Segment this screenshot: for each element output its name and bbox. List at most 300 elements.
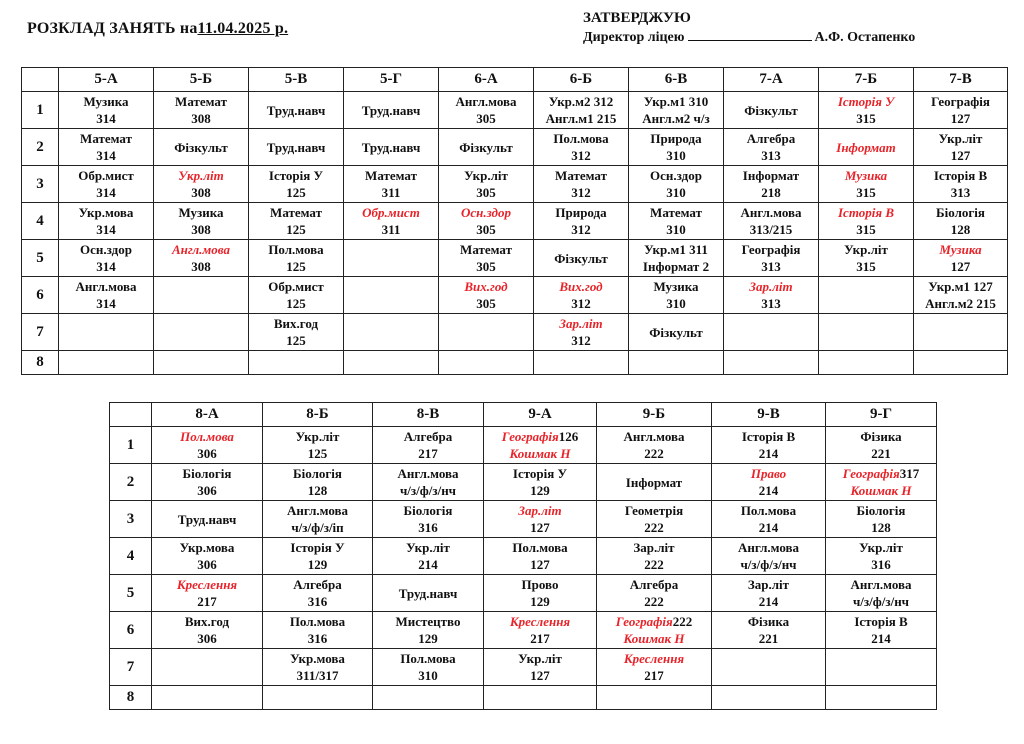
- lesson-cell: [724, 92, 819, 129]
- class-header: 7-А: [724, 68, 819, 92]
- lesson-text: 308: [191, 222, 211, 237]
- lesson-cell: [712, 612, 826, 649]
- class-header: 6-Б: [534, 68, 629, 92]
- lesson-cell: [373, 575, 484, 612]
- lesson-text: Алгебра: [746, 131, 796, 146]
- lesson-line: [712, 630, 825, 647]
- lesson-cell: [597, 686, 712, 710]
- lesson-row: [110, 427, 937, 464]
- lesson-line: [59, 221, 153, 238]
- lesson-line: [152, 465, 262, 482]
- lesson-number: 8: [110, 686, 152, 710]
- lesson-cell: [534, 240, 629, 277]
- corner-cell: [22, 68, 59, 92]
- lesson-text: 305: [476, 111, 496, 126]
- lesson-cell: [154, 92, 249, 129]
- lesson-line: [249, 184, 343, 201]
- lesson-text: Математ: [175, 94, 227, 109]
- lesson-line: [373, 445, 483, 462]
- lesson-cell: [534, 92, 629, 129]
- lesson-line: [597, 539, 711, 556]
- director-label: Директор ліцею: [583, 30, 685, 45]
- schedule-table-5-7: [21, 67, 1008, 375]
- lesson-cell: [629, 277, 724, 314]
- lesson-text: Труд.навч: [361, 139, 421, 155]
- lesson-line: [263, 428, 372, 445]
- lesson-text: 315: [856, 185, 876, 200]
- lesson-text: Алгебра: [629, 577, 679, 592]
- lesson-text: 316: [418, 520, 438, 535]
- lesson-line: [724, 102, 818, 119]
- lesson-text-highlighted: Креслення: [509, 614, 571, 629]
- lesson-cell: [152, 612, 263, 649]
- lesson-number: 8: [22, 351, 59, 375]
- lesson-text: 217: [418, 446, 438, 461]
- lesson-cell: [59, 351, 154, 375]
- lesson-line: [597, 667, 711, 684]
- lesson-text: 314: [96, 222, 116, 237]
- lesson-cell: [914, 203, 1008, 240]
- lesson-cell: [59, 92, 154, 129]
- schedule-date: 11.04.2025 р.: [197, 20, 289, 37]
- lesson-line: [59, 204, 153, 221]
- lesson-line: [263, 667, 372, 684]
- lesson-text-highlighted: Географія: [842, 466, 900, 481]
- lesson-text: 128: [871, 520, 891, 535]
- room-number: 222: [672, 614, 693, 629]
- lesson-text: 310: [666, 296, 686, 311]
- lesson-line: [597, 445, 711, 462]
- lesson-line: [819, 93, 913, 110]
- lesson-text: Англ.м2 ч/з: [642, 111, 710, 126]
- lesson-line: [249, 102, 343, 119]
- lesson-cell: [724, 314, 819, 351]
- class-header: 6-А: [439, 68, 534, 92]
- lesson-cell: [629, 240, 724, 277]
- lesson-cell: [724, 166, 819, 203]
- lesson-cell: [914, 92, 1008, 129]
- approval-block: [583, 8, 915, 48]
- lesson-line: [534, 184, 628, 201]
- lesson-text-highlighted: Пол.мова: [180, 429, 234, 444]
- lesson-line: [152, 511, 262, 528]
- lesson-line: [534, 93, 628, 110]
- lesson-cell: [826, 575, 937, 612]
- lesson-line: [373, 519, 483, 536]
- lesson-line: [534, 295, 628, 312]
- lesson-line: [263, 650, 372, 667]
- lesson-text: Мистецтво: [395, 614, 461, 629]
- lesson-cell: [826, 501, 937, 538]
- lesson-text: Труд.навч: [266, 102, 326, 118]
- lesson-text: Укр.м1 127: [928, 279, 993, 294]
- lesson-line: [439, 258, 533, 275]
- lesson-cell: [439, 129, 534, 166]
- title-prefix: РОЗКЛАД ЗАНЯТЬ на: [27, 20, 198, 37]
- lesson-line: [826, 593, 936, 610]
- lesson-cell: [373, 538, 484, 575]
- lesson-cell: [819, 240, 914, 277]
- lesson-text: Осн.здор: [80, 242, 132, 257]
- lesson-line: [914, 258, 1007, 275]
- lesson-text: 214: [418, 557, 438, 572]
- lesson-text: 315: [856, 111, 876, 126]
- lesson-line: [629, 324, 723, 341]
- lesson-text: 222: [644, 520, 664, 535]
- lesson-line: [152, 428, 262, 445]
- lesson-number: 2: [110, 464, 152, 501]
- lesson-text: 308: [191, 185, 211, 200]
- lesson-text: 313: [761, 259, 781, 274]
- lesson-number: 6: [110, 612, 152, 649]
- lesson-cell: [724, 203, 819, 240]
- lesson-text: Фізкульт: [554, 250, 608, 266]
- lesson-text: 312: [571, 148, 591, 163]
- lesson-text: Пол.мова: [553, 131, 609, 146]
- lesson-line: [629, 167, 723, 184]
- lesson-line: [724, 204, 818, 221]
- lesson-text: Інформат: [742, 168, 800, 183]
- lesson-text: Математ: [555, 168, 607, 183]
- lesson-line: [263, 445, 372, 462]
- lesson-cell: [914, 277, 1008, 314]
- lesson-text: Музика: [83, 94, 129, 109]
- lesson-text: Обр.мист: [78, 168, 134, 183]
- lesson-cell: [819, 277, 914, 314]
- lesson-cell: [249, 314, 344, 351]
- lesson-cell: [597, 464, 712, 501]
- lesson-cell: [249, 92, 344, 129]
- lesson-cell: [629, 92, 724, 129]
- lesson-text: 306: [197, 483, 217, 498]
- lesson-text: 306: [197, 557, 217, 572]
- lesson-cell: [484, 538, 597, 575]
- lesson-text-highlighted: Обр.мист: [362, 205, 420, 220]
- lesson-line: [597, 428, 711, 445]
- lesson-cell: [484, 649, 597, 686]
- lesson-text: 125: [286, 259, 306, 274]
- lesson-text: Труд.навч: [398, 585, 458, 601]
- lesson-line: [724, 167, 818, 184]
- lesson-line: [712, 539, 825, 556]
- lesson-line: [597, 576, 711, 593]
- lesson-text-highlighted: Осн.здор: [461, 205, 511, 220]
- class-header: 5-В: [249, 68, 344, 92]
- lesson-text: 305: [476, 185, 496, 200]
- lesson-line: [914, 184, 1007, 201]
- lesson-cell: [826, 427, 937, 464]
- lesson-cell: [344, 240, 439, 277]
- lesson-cell: [152, 649, 263, 686]
- lesson-cell: [914, 129, 1008, 166]
- lesson-line: [152, 613, 262, 630]
- lesson-line: [724, 147, 818, 164]
- lesson-text: Обр.мист: [268, 279, 324, 294]
- lesson-text: Укр.літ: [938, 131, 983, 146]
- lesson-line: [826, 428, 936, 445]
- lesson-text: 310: [418, 668, 438, 683]
- lesson-cell: [597, 538, 712, 575]
- lesson-line: [914, 221, 1007, 238]
- lesson-cell: [373, 464, 484, 501]
- lesson-line: [484, 539, 596, 556]
- lesson-text: 127: [950, 111, 971, 126]
- lesson-cell: [344, 277, 439, 314]
- lesson-text: Зар.літ: [633, 540, 675, 555]
- lesson-cell: [712, 575, 826, 612]
- lesson-text: 310: [666, 222, 686, 237]
- lesson-cell: [826, 538, 937, 575]
- lesson-cell: [154, 351, 249, 375]
- lesson-line: [249, 332, 343, 349]
- lesson-cell: [263, 575, 373, 612]
- lesson-text: 312: [571, 222, 591, 237]
- lesson-line: [263, 539, 372, 556]
- lesson-text: Укр.літ: [406, 540, 450, 555]
- lesson-line: [534, 315, 628, 332]
- lesson-line: [249, 278, 343, 295]
- schedule-title: [27, 20, 288, 38]
- lesson-line: [439, 139, 533, 156]
- lesson-line: [826, 556, 936, 573]
- lesson-cell: [712, 538, 826, 575]
- lesson-text: Труд.навч: [361, 102, 421, 118]
- class-header: 8-А: [152, 403, 263, 427]
- lesson-cell: [373, 427, 484, 464]
- lesson-line: [629, 258, 723, 275]
- lesson-line: [439, 221, 533, 238]
- lesson-text: 127: [950, 259, 971, 274]
- lesson-cell: [712, 686, 826, 710]
- lesson-cell: [597, 649, 712, 686]
- lesson-number: 7: [22, 314, 59, 351]
- lesson-cell: [249, 203, 344, 240]
- lesson-text: 222: [644, 557, 664, 572]
- lesson-cell: [724, 277, 819, 314]
- lesson-text: Пол.мова: [268, 242, 324, 257]
- lesson-cell: [597, 612, 712, 649]
- lesson-line: [712, 519, 825, 536]
- lesson-text: 314: [96, 296, 116, 311]
- lesson-line: [819, 184, 913, 201]
- lesson-row: [110, 464, 937, 501]
- lesson-cell: [724, 351, 819, 375]
- lesson-cell: [263, 538, 373, 575]
- lesson-cell: [263, 501, 373, 538]
- lesson-text: 221: [758, 631, 779, 646]
- lesson-text: 314: [96, 185, 116, 200]
- lesson-cell: [249, 129, 344, 166]
- lesson-cell: [439, 314, 534, 351]
- lesson-text: 313/215: [749, 222, 793, 237]
- lesson-line: [914, 147, 1007, 164]
- lesson-line: [154, 167, 248, 184]
- lesson-text: 127: [530, 557, 550, 572]
- lesson-text: 308: [191, 259, 211, 274]
- lesson-row: [22, 166, 1008, 203]
- lesson-line: [152, 445, 262, 462]
- lesson-text: Укр.літ: [859, 540, 903, 555]
- lesson-line: [826, 539, 936, 556]
- lesson-line: [373, 667, 483, 684]
- lesson-cell: [819, 314, 914, 351]
- lesson-cell: [439, 92, 534, 129]
- lesson-cell: [373, 686, 484, 710]
- lesson-line: [154, 221, 248, 238]
- lesson-text: 221: [871, 446, 891, 461]
- lesson-text: Біологія: [403, 503, 453, 518]
- lesson-cell: [484, 501, 597, 538]
- lesson-text: Математ: [270, 205, 322, 220]
- lesson-text: Математ: [365, 168, 417, 183]
- lesson-text: Укр.літ: [295, 429, 340, 444]
- lesson-line: [712, 428, 825, 445]
- lesson-cell: [263, 427, 373, 464]
- lesson-text: 314: [96, 148, 116, 163]
- lesson-text-highlighted: Зар.літ: [518, 503, 562, 518]
- lesson-line: [597, 650, 711, 667]
- lesson-cell: [712, 464, 826, 501]
- lesson-text: Пол.мова: [400, 651, 456, 666]
- class-header: 5-А: [59, 68, 154, 92]
- lesson-text: Фізика: [860, 429, 902, 444]
- lesson-text: Англ.мова: [740, 205, 802, 220]
- lesson-row: [22, 240, 1008, 277]
- lesson-cell: [439, 166, 534, 203]
- lesson-cell: [484, 575, 597, 612]
- lesson-cell: [59, 129, 154, 166]
- lesson-text: Пол.мова: [740, 503, 797, 518]
- lesson-line: [534, 167, 628, 184]
- lesson-line: [249, 221, 343, 238]
- lesson-text: Англ.м2 215: [925, 296, 996, 311]
- lesson-line: [826, 630, 936, 647]
- lesson-cell: [914, 314, 1008, 351]
- lesson-cell: [629, 351, 724, 375]
- lesson-text: Біологія: [182, 466, 232, 481]
- lesson-line: [59, 241, 153, 258]
- lesson-line: [154, 110, 248, 127]
- lesson-text-highlighted: Креслення: [623, 651, 685, 666]
- lesson-text: Укр.м1 310: [643, 94, 709, 109]
- lesson-cell: [344, 92, 439, 129]
- lesson-line: [59, 295, 153, 312]
- lesson-line: [59, 147, 153, 164]
- lesson-line: [484, 482, 596, 499]
- lesson-text: Англ.мова: [286, 503, 349, 518]
- lesson-line: [373, 613, 483, 630]
- lesson-cell: [59, 166, 154, 203]
- lesson-line: [914, 167, 1007, 184]
- lesson-text: Біологія: [936, 205, 985, 220]
- lesson-line: [597, 593, 711, 610]
- lesson-text-highlighted: Укр.літ: [178, 168, 224, 183]
- lesson-text: Природа: [555, 205, 607, 220]
- lesson-number: 7: [110, 649, 152, 686]
- lesson-text: 305: [476, 259, 496, 274]
- lesson-line: [597, 519, 711, 536]
- lesson-text: 127: [530, 520, 550, 535]
- lesson-cell: [152, 464, 263, 501]
- director-name: А.Ф. Остапенко: [814, 30, 916, 45]
- lesson-text: Англ.мова: [850, 577, 912, 592]
- lesson-cell: [249, 351, 344, 375]
- lesson-line: [344, 221, 438, 238]
- lesson-line: [826, 445, 936, 462]
- lesson-text: ч/з/ф/з/нч: [740, 557, 797, 572]
- lesson-text-highlighted: Інформат: [836, 139, 896, 155]
- lesson-line: [263, 556, 372, 573]
- lesson-line: [724, 221, 818, 238]
- lesson-line: [712, 465, 825, 482]
- class-header: 8-Б: [263, 403, 373, 427]
- lesson-text: 217: [197, 594, 217, 609]
- lesson-cell: [826, 612, 937, 649]
- lesson-text-highlighted: Вих.год: [464, 279, 508, 294]
- lesson-line: [373, 556, 483, 573]
- lesson-text: 128: [307, 483, 328, 498]
- lesson-cell: [819, 166, 914, 203]
- lesson-text: 125: [286, 185, 306, 200]
- lesson-text: Англ.мова: [397, 466, 459, 481]
- lesson-number: 3: [22, 166, 59, 203]
- lesson-row: [22, 277, 1008, 314]
- lesson-cell: [629, 314, 724, 351]
- lesson-line: [914, 295, 1007, 312]
- lesson-line: [249, 258, 343, 275]
- lesson-text: Укр.м1 311: [644, 242, 708, 257]
- lesson-text-highlighted: Історія В: [838, 205, 894, 220]
- lesson-line: [263, 613, 372, 630]
- lesson-text: 125: [286, 296, 306, 311]
- lesson-line: [724, 295, 818, 312]
- lesson-line: [249, 139, 343, 156]
- lesson-text: Укр.літ: [518, 651, 562, 666]
- lesson-text-highlighted: Історія У: [837, 94, 895, 109]
- lesson-line: [819, 139, 913, 156]
- lesson-line: [914, 204, 1007, 221]
- lesson-line: [152, 539, 262, 556]
- lesson-line: [484, 613, 596, 630]
- lesson-text: Музика: [653, 279, 699, 294]
- lesson-cell: [819, 92, 914, 129]
- lesson-line: [263, 465, 372, 482]
- lesson-cell: [249, 240, 344, 277]
- lesson-line: [344, 139, 438, 156]
- lesson-row: [110, 575, 937, 612]
- lesson-number: 5: [110, 575, 152, 612]
- lesson-text: 217: [644, 668, 664, 683]
- lesson-cell: [439, 240, 534, 277]
- lesson-text: Математ: [80, 131, 132, 146]
- lesson-cell: [59, 314, 154, 351]
- lesson-text: Алгебра: [403, 429, 453, 444]
- lesson-text: 313: [761, 296, 781, 311]
- lesson-cell: [59, 277, 154, 314]
- lesson-cell: [59, 240, 154, 277]
- lesson-line: [373, 502, 483, 519]
- class-header: 9-Б: [597, 403, 712, 427]
- lesson-text-highlighted: Географія: [501, 429, 559, 444]
- lesson-line: [484, 428, 596, 445]
- lesson-line: [534, 130, 628, 147]
- lesson-line: [154, 204, 248, 221]
- lesson-line: [826, 519, 936, 536]
- signature-line: [688, 28, 812, 41]
- lesson-line: [439, 110, 533, 127]
- lesson-text-highlighted: Музика: [844, 168, 888, 183]
- lesson-cell: [712, 501, 826, 538]
